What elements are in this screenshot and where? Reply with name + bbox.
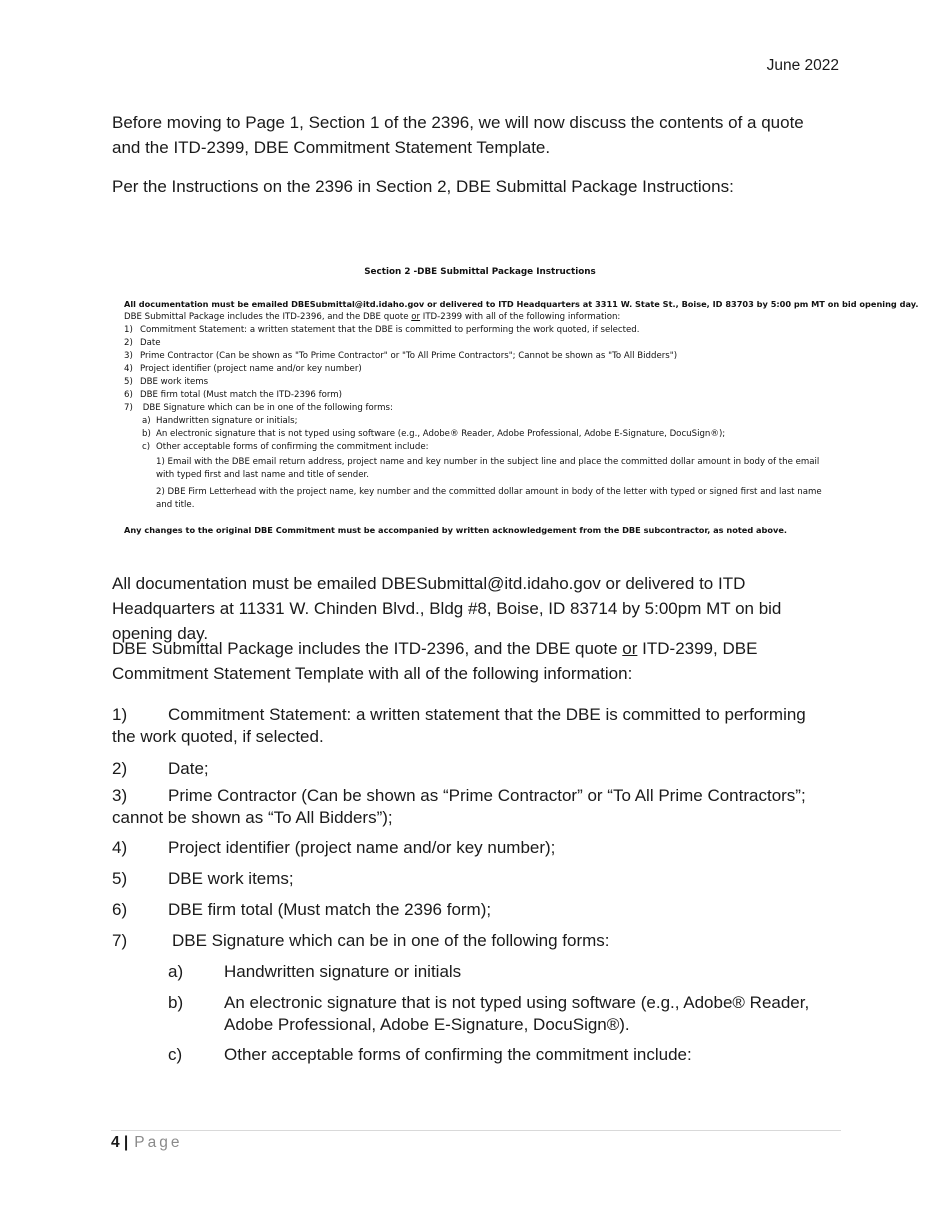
figure-sub-number: c) [142,442,151,452]
figure-sub-text: Other acceptable forms of confirming the commitment include: [156,442,429,452]
list-item-text: Commitment Statement: a written statement that the DBE is committed to performing the work quoted, if selected. [112,705,806,746]
figure-sub-item-c [124,441,836,454]
figure-intro-after: ITD-2399 with all of the following information: [420,312,621,322]
page-number: 4 | [111,1134,129,1151]
sub-item-c [168,1044,824,1066]
list-item [112,868,832,890]
figure-first-line: All documentation must be emailed DBESubmittal@itd.idaho.gov or delivered to ITD Headquarters at 3311 W. State St., Boise, ID 83703 by 5:00 pm MT on bid opening day. [124,299,919,309]
sub-item-a [168,961,824,983]
figure-intro-before: DBE Submittal Package includes the ITD-2396, and the DBE quote [124,312,412,322]
figure-item-number: 5) [124,377,133,387]
list-item-number: 1) [112,705,128,724]
figure-intro-or: or [411,312,421,322]
list-item-text: Project identifier (project name and/or key number); [168,838,556,857]
sub-item-number: c) [168,1045,183,1064]
sub-item-text: Handwritten signature or initials [224,962,462,981]
figure-item [124,350,836,363]
list-item-number: 5) [112,869,128,888]
figure-item [124,376,836,389]
figure-last-line: Any changes to the original DBE Commitment must be accompanied by written acknowledgement from the DBE subcontractor, as noted above. [124,525,788,535]
figure-sub-number: b) [142,429,151,439]
list-item [112,785,832,829]
package-text-before: DBE Submittal Package includes the ITD-2396, and the DBE quote [112,639,623,658]
sub-item-text: An electronic signature that is not typed using software (e.g., Adobe® Reader, Adobe Professional, Adobe E-Signature, DocuSign®). [224,993,810,1034]
sub-item-number: a) [168,962,184,981]
figure-item-text: DBE work items [140,377,209,387]
figure-sub-text: An electronic signature that is not typed using software (e.g., Adobe® Reader, Adobe Professional, Adobe E-Signature, DocuSign®); [156,429,726,439]
figure-c-option-1: 1) Email with the DBE email return address, project name and key number in the subject line and place the committed dollar amount in body of the email with typed first and last name and title of sender. [156,457,820,480]
figure-item [124,363,836,376]
intro-paragraph-2: Per the Instructions on the 2396 in Section 2, DBE Submittal Package Instructions: [112,177,734,196]
header-date: June 2022 [766,57,839,74]
figure-item-number: 3) [124,351,133,361]
page-footer [111,1134,182,1152]
figure-intro [124,311,836,324]
figure-sub-item-a [124,415,836,428]
list-item-number: 2) [112,759,128,778]
figure-item-text: Project identifier (project name and/or key number) [140,364,362,374]
list-item [112,704,832,748]
sub-item-b [168,992,824,1036]
list-item [112,837,832,859]
list-item-text: DBE firm total (Must match the 2396 form); [168,900,492,919]
figure-item [124,402,836,415]
figure-item-number: 2) [124,338,133,348]
list-item-text: DBE work items; [168,869,294,888]
sub-item-text: Other acceptable forms of confirming the commitment include: [224,1045,692,1064]
figure-item-number: 6) [124,390,133,400]
list-item-number: 3) [112,786,128,805]
list-item [112,899,832,921]
package-text-after: ITD-2399, DBE Commitment Statement Template with all of the following information: [112,639,758,683]
figure-item [124,337,836,350]
figure-title: Section 2 -DBE Submittal Package Instructions [364,267,596,277]
figure-sub-item-b [124,428,836,441]
figure-item [124,389,836,402]
list-item-number: 7) [112,931,128,950]
figure-item-number: 1) [124,325,133,335]
figure-item-text: Prime Contractor (Can be shown as "To Prime Contractor" or "To All Prime Contractors"; Cannot be shown as "To All Bidders") [140,351,678,361]
figure-item-text: DBE firm total (Must match the ITD-2396 form) [140,390,342,400]
figure-item-text: DBE Signature which can be in one of the following forms: [140,403,393,413]
figure-sub-number: a) [142,416,151,426]
sub-item-number: b) [168,993,184,1012]
page-label: Page [134,1134,183,1151]
package-text-or: or [622,639,638,658]
list-item-text: DBE Signature which can be in one of the following forms: [172,931,610,950]
list-item-number: 4) [112,838,128,857]
figure-c-option-2: 2) DBE Firm Letterhead with the project name, key number and the committed dollar amount in body of the letter with typed or signed first and last name and title. [156,487,822,510]
figure-item-number: 7) [124,403,133,413]
figure-item-number: 4) [124,364,133,374]
list-item [112,930,832,952]
figure-item-text: Commitment Statement: a written statement that the DBE is committed to performing the work quoted, if selected. [140,325,640,335]
section2-instructions-figure [124,266,919,537]
list-item-text: Prime Contractor (Can be shown as “Prime Contractor” or “To All Prime Contractors”; cannot be shown as “To All Bidders”); [112,786,806,827]
list-item-number: 6) [112,900,128,919]
list-item-text: Date; [168,759,209,778]
figure-item-text: Date [140,338,161,348]
documentation-paragraph: All documentation must be emailed DBESubmittal@itd.idaho.gov or delivered to ITD Headquarters at 11331 W. Chinden Blvd., Bldg #8, Boise, ID 83714 by 5:00pm MT on bid opening day. [112,574,782,643]
figure-item [124,324,836,337]
package-paragraph [112,636,832,686]
list-item [112,758,832,780]
figure-sub-text: Handwritten signature or initials; [156,416,298,426]
intro-paragraph-1: Before moving to Page 1, Section 1 of the 2396, we will now discuss the contents of a quote and the ITD-2399, DBE Commitment Statement Template. [112,113,804,157]
footer-divider [111,1130,841,1131]
